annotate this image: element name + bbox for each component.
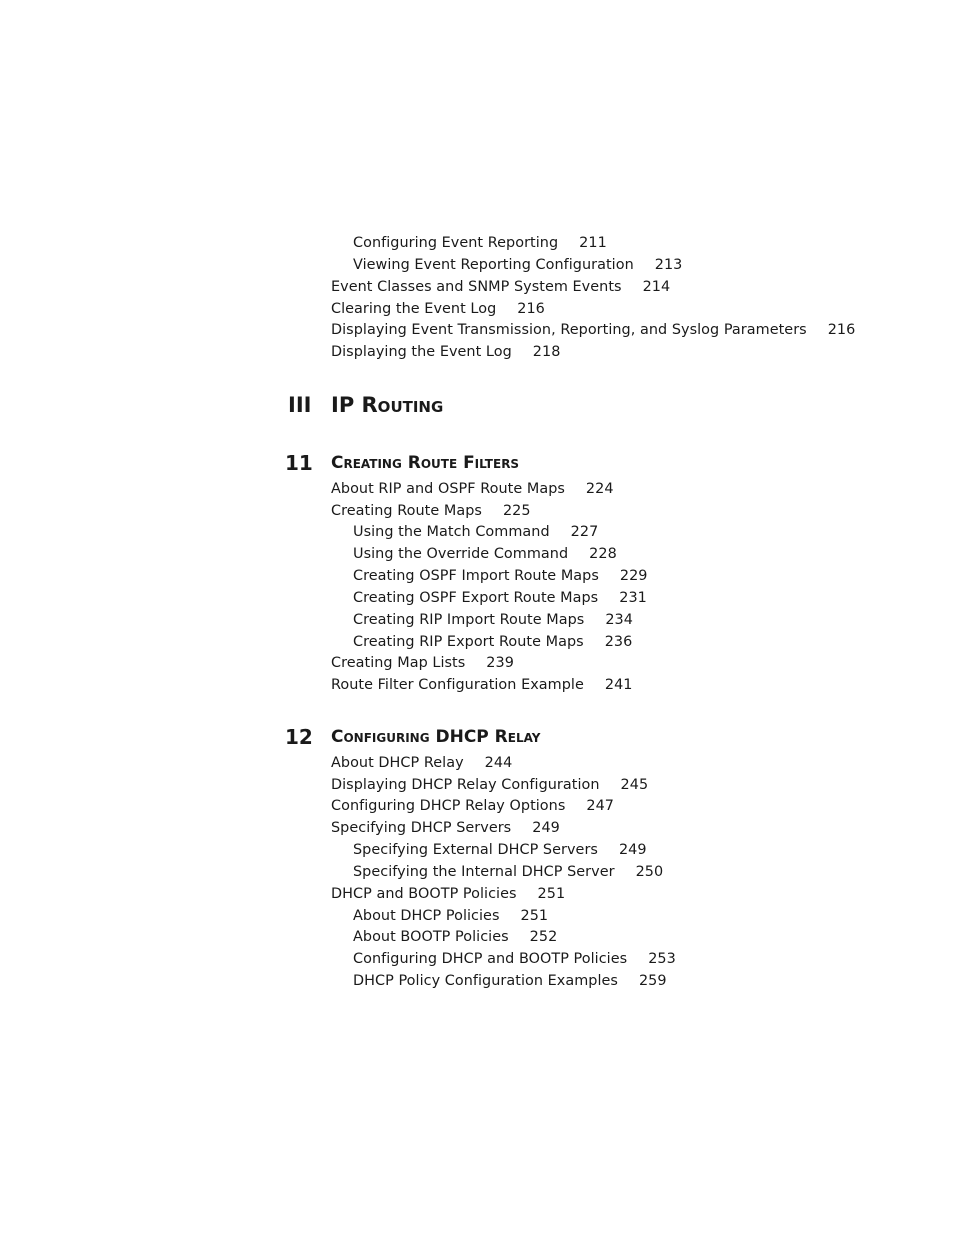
toc-entry-page: 218 (532, 344, 561, 360)
toc-entry-title: Creating OSPF Export Route Maps (353, 590, 599, 606)
toc-entry-title: DHCP and BOOTP Policies (331, 886, 517, 902)
toc-entry-title: Specifying the Internal DHCP Server (353, 864, 615, 880)
toc-entry-title: About DHCP Relay (331, 755, 464, 771)
toc-entry-title: Creating Route Maps (331, 503, 482, 519)
toc-entry-title: Configuring DHCP Relay Options (331, 798, 566, 814)
toc-entry (331, 754, 512, 772)
toc-entry-title: Specifying DHCP Servers (331, 820, 512, 836)
toc-entry-title: Creating Map Lists (331, 655, 466, 671)
toc-entry-title: Using the Override Command (353, 546, 569, 562)
toc-entry-title: Using the Match Command (353, 524, 550, 540)
toc-entry-page: 251 (520, 908, 549, 924)
toc-entry (353, 950, 676, 968)
toc-entry-page: 247 (586, 798, 615, 814)
toc-entry-title: Specifying External DHCP Servers (353, 842, 598, 858)
toc-entry (331, 321, 855, 339)
toc-entry-page: 225 (502, 503, 531, 519)
toc-entry (331, 885, 565, 903)
toc-entry (331, 300, 545, 318)
toc-entry-page: 259 (638, 973, 667, 989)
toc-entry (331, 278, 670, 296)
toc-entry-page: 250 (635, 864, 664, 880)
toc-entry (353, 972, 667, 990)
toc-entry-title: Creating RIP Export Route Maps (353, 634, 584, 650)
toc-entry-page: 245 (620, 777, 649, 793)
toc-entry-title: Configuring DHCP and BOOTP Policies (353, 951, 628, 967)
chapter-number: 11 (285, 451, 313, 475)
toc-entry (331, 343, 560, 361)
toc-entry-title: Viewing Event Reporting Configuration (353, 257, 634, 273)
toc-entry-page: 251 (537, 886, 566, 902)
toc-entry-title: Displaying the Event Log (331, 344, 512, 360)
toc-entry-title: Route Filter Configuration Example (331, 677, 584, 693)
toc-entry-page: 216 (827, 322, 856, 338)
toc-entry-page: 216 (517, 301, 545, 317)
chapter-title: Configuring DHCP Relay (331, 727, 541, 747)
toc-entry-title: DHCP Policy Configuration Examples (353, 973, 618, 989)
toc-entry-page: 227 (570, 524, 599, 540)
toc-entry (331, 480, 614, 498)
toc-entry (331, 776, 648, 794)
toc-entry (353, 907, 548, 925)
toc-entry-title: About BOOTP Policies (353, 929, 509, 945)
toc-entry (331, 654, 514, 672)
toc-entry-title: About DHCP Policies (353, 908, 500, 924)
toc-entry-page: 234 (605, 612, 633, 628)
chapter-number: 12 (285, 725, 313, 749)
toc-entry (353, 841, 647, 859)
toc-entry-page: 213 (654, 257, 683, 273)
toc-entry-page: 228 (589, 546, 617, 562)
toc-entry (353, 256, 682, 274)
toc-entry (353, 633, 632, 651)
chapter-title: Creating Route Filters (331, 453, 520, 473)
toc-entry (353, 545, 617, 563)
toc-entry-page: 211 (579, 235, 607, 251)
toc-entry-page: 231 (619, 590, 647, 606)
part-number: III (288, 393, 312, 417)
toc-entry-page: 241 (604, 677, 633, 693)
toc-entry-title: About RIP and OSPF Route Maps (331, 481, 565, 497)
toc-entry-page: 214 (642, 279, 671, 295)
toc-entry-title: Event Classes and SNMP System Events (331, 279, 622, 295)
toc-entry-title: Creating RIP Import Route Maps (353, 612, 585, 628)
toc-entry (331, 797, 614, 815)
toc-entry-title: Displaying Event Transmission, Reporting, and Syslog Parameters (331, 322, 807, 338)
toc-entry (353, 567, 648, 585)
toc-entry (331, 502, 531, 520)
toc-entry (353, 523, 598, 541)
toc-entry-title: Displaying DHCP Relay Configuration (331, 777, 600, 793)
toc-entry (331, 676, 633, 694)
toc-entry-page: 249 (618, 842, 647, 858)
toc-entry-title: Configuring Event Reporting (353, 235, 559, 251)
toc-entry-page: 236 (604, 634, 633, 650)
toc-entry (353, 589, 647, 607)
toc-entry-page: 224 (585, 481, 614, 497)
toc-entry-title: Creating OSPF Import Route Maps (353, 568, 599, 584)
toc-entry (353, 928, 557, 946)
toc-entry-page: 249 (532, 820, 560, 836)
toc-entry-page: 244 (484, 755, 513, 771)
toc-entry-page: 253 (648, 951, 676, 967)
toc-entry-page: 252 (529, 929, 558, 945)
toc-entry-title: Clearing the Event Log (331, 301, 497, 317)
toc-entry-page: 239 (486, 655, 514, 671)
toc-entry (353, 611, 633, 629)
toc-entry (353, 234, 607, 252)
toc-entry (353, 863, 663, 881)
toc-entry-page: 229 (619, 568, 648, 584)
part-title: IP Routing (331, 393, 444, 417)
toc-entry (331, 819, 560, 837)
